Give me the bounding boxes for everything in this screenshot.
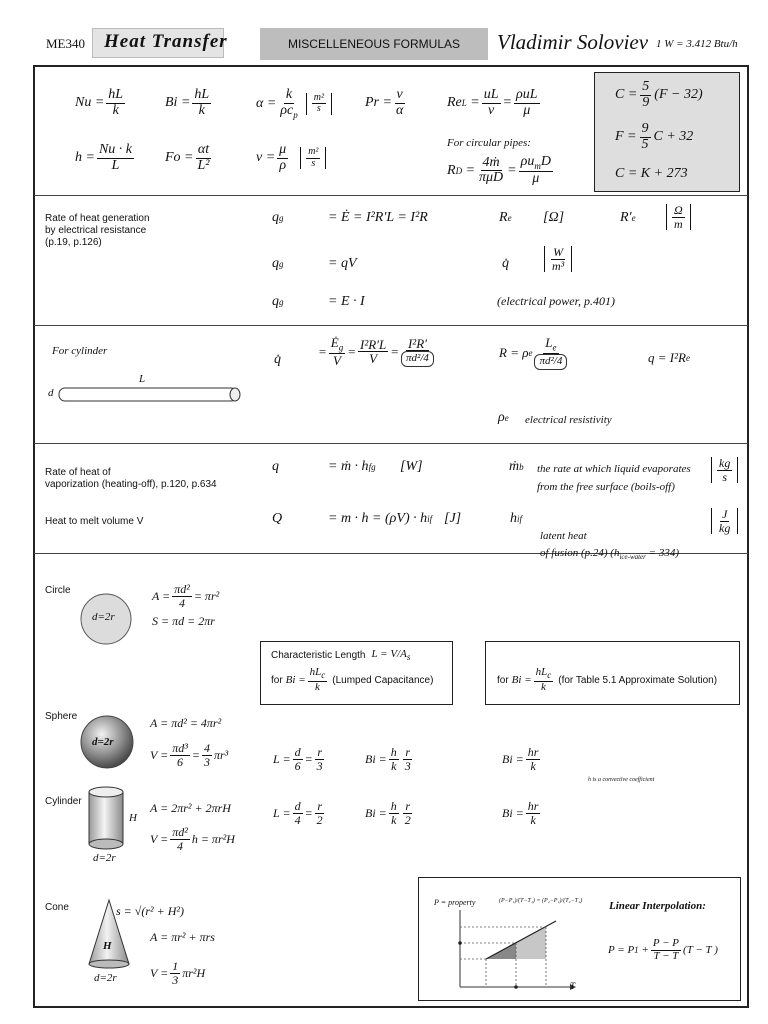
cylinder-bi-approx-formula: Bi = $\frac{hr}{k}$: [502, 799, 539, 827]
cylinder-label: Cylinder: [45, 796, 82, 807]
cylinder-height-label: H: [129, 812, 137, 824]
melt-label: Heat to melt volume V: [45, 516, 144, 527]
diffusivity-formula: α = $\frac{k}{\rho c_p}$ $\frac{\text{m²}}{s}$: [256, 88, 332, 120]
biot-formula: Bi = $\frac{hL}{k}$: [165, 87, 210, 118]
unit-conversion: 1 W = 3.412 Btu/h: [656, 38, 738, 50]
interpolation-title: Linear Interpolation:: [609, 900, 706, 912]
resistance-per-length-unit: $\frac{\Omega}{m}$: [662, 204, 691, 230]
author-name: Vladimir Soloviev: [497, 30, 649, 54]
reynolds-formula: Re L = $\frac{uL}{\nu}$ = $\frac{\text{ρuL}}{\mu}$: [447, 87, 538, 118]
header: [0, 0, 768, 64]
re-cylinder-eq: R = ρ e $\frac{L_e}{\text{πd²/4}}$: [499, 336, 569, 370]
resistivity-desc: electrical resistivity: [525, 414, 612, 426]
melt-unit: [J]: [444, 511, 462, 526]
section-title: MISCELLENEOUS FORMULAS: [287, 37, 461, 51]
mdot-desc: the rate at which liquid evaporates from the free surface (boils-off): [537, 463, 691, 493]
circular-pipes-note: For circular pipes:: [447, 137, 531, 149]
hif-symbol: h if: [510, 511, 523, 526]
sphere-diameter-label: d=2r: [92, 736, 114, 748]
cylinder-drawing: [86, 786, 126, 852]
qg-eq-1: = Ė = I²R′L = I²R: [328, 210, 428, 225]
hif-unit: $\frac{J}{kg}$: [707, 508, 738, 534]
interpolation-graph: [440, 905, 580, 995]
cylinder-lc-formula: L = $\frac{d}{4}$ = $\frac{r}{2}$: [273, 799, 323, 827]
qdot-cylinder-eq: = $\frac{Ė_g}{V}$ = $\frac{\text{I²R′L}}{V}$ = $\frac{\text{I²R′}}{\text{πd²/4}}$: [318, 336, 436, 368]
prandtl-formula: Pr = $\frac{\nu}{\alpha}$: [365, 87, 404, 118]
cylinder-label: For cylinder: [52, 345, 108, 357]
cone-area-formula: A = πr² + πrs: [150, 930, 215, 944]
resistance-per-length-symbol: R′ e: [620, 210, 636, 225]
qdot-unit: $\frac{W}{\text{m³}}$: [540, 246, 572, 272]
celsius-from-kelvin: C = K + 273: [615, 166, 688, 181]
cylinder-bi-formula: Bi = $\frac{h}{k}$ $\frac{r}{2}$: [365, 799, 411, 827]
hif-desc: latent heat of fusion (p.24) $(h_{ice-water} = 334)$: [540, 529, 679, 562]
fahrenheit-from-celsius: F = $\frac{9}{5}$ C + 32: [615, 121, 694, 152]
characteristic-length-title: Characteristic Length $L = V/A_s$: [271, 648, 411, 663]
sphere-bi-approx-formula: Bi = $\frac{hr}{k}$: [502, 745, 539, 773]
cone-slant-formula: s = √(r² + H²): [116, 904, 184, 918]
h-formula: h = $\frac{Nu \cdot k}{L}$: [75, 142, 133, 173]
course-title: Heat Transfer: [104, 31, 228, 52]
rod-length-label: L: [139, 373, 146, 385]
vap-eq: = ṁ · h fg: [328, 459, 376, 474]
melt-Q-symbol: Q: [272, 511, 283, 526]
kinematic-viscosity-formula: ν = $\frac{\mu}{\rho}$ $\frac{\text{m²}}{s}$: [256, 143, 326, 173]
cylinder-diameter-label: d=2r: [93, 852, 116, 864]
cylinder-area-formula: A = 2πr² + 2πrH: [150, 801, 231, 815]
celsius-from-fahrenheit: C = $\frac{5}{9}$ (F − 32): [615, 79, 703, 110]
q-cylinder-eq: q = I²R e: [648, 350, 690, 365]
property-label: P = property: [434, 898, 476, 907]
cone-label: Cone: [45, 902, 69, 913]
qg-symbol-2: q g: [272, 256, 284, 271]
resistivity-symbol: ρ e: [498, 410, 509, 425]
convective-coefficient-note: h is a convective coefficient: [588, 777, 655, 783]
circle-area-formula: A = $\frac{\text{πd²}}{4}$ = πr²: [152, 582, 220, 610]
electrical-label: Rate of heat generation by electrical resistance (p.19, p.126): [45, 213, 150, 248]
cone-volume-formula: V = $\frac{1}{3}$ πr²H: [150, 959, 206, 987]
qg-eq-3: = E · I: [328, 294, 365, 309]
sphere-bi-formula: Bi = $\frac{h}{k}$ $\frac{r}{3}$: [365, 745, 411, 773]
mdot-symbol: ṁ b: [509, 459, 524, 474]
cylinder-volume-formula: V = $\frac{\text{πd²}}{4}$ h = πr²H: [150, 825, 235, 853]
circle-label: Circle: [45, 585, 71, 596]
interp-axis-T: T: [570, 981, 576, 991]
sphere-volume-formula: V = $\frac{\text{πd³}}{6}$ = $\frac{4}{3}$ πr³: [150, 741, 229, 769]
lumped-capacitance-note: for Bi = $\frac{hL_c}{k}$ (Lumped Capacitance): [271, 666, 434, 693]
circle-perimeter-formula: S = πd = 2πr: [152, 614, 215, 628]
cone-height-label: H: [103, 940, 112, 952]
nusselt-formula: Nu = $\frac{hL}{k}$: [75, 87, 124, 118]
rod-drawing: [58, 386, 244, 404]
sphere-label: Sphere: [45, 711, 78, 722]
interp-small-eq: (P−P₁)/(T−T₁) = (P₂−P₁)/(T₂−T₁): [499, 898, 583, 904]
sphere-area-formula: A = πd² = 4πr²: [150, 716, 222, 730]
circle-diameter-label: d=2r: [92, 611, 115, 623]
vap-unit: [W]: [400, 459, 423, 474]
melt-eq: = m · h = (ρV) · h if: [328, 511, 433, 526]
interpolation-formula: P = P 1 + $\frac{P - P}{T - T}$ (T − T ): [608, 937, 718, 962]
course-code: ME340: [46, 36, 85, 51]
vap-q-symbol: q: [272, 459, 279, 474]
vaporization-label: Rate of heat of vaporization (heating-off), p.120, p.634: [45, 467, 217, 490]
fourier-formula: Fo = $\frac{\alpha t}{\text{L²}}$: [165, 142, 210, 173]
electrical-power-note: (electrical power, p.401): [497, 294, 615, 308]
reynolds-diameter-formula: R D = $\frac{\text{4ṁ}}{\text{πμD}}$ = $\frac{\rho u_mD}{\mu}$: [447, 154, 551, 187]
sphere-lc-formula: L = $\frac{d}{6}$ = $\frac{r}{3}$: [273, 745, 323, 773]
qg-symbol-1: q g: [272, 210, 284, 225]
qg-symbol-3: q g: [272, 294, 284, 309]
resistance-unit: [Ω]: [543, 210, 565, 225]
qg-eq-2: = qV: [328, 256, 357, 271]
qdot-cylinder-symbol: q̇: [274, 352, 281, 367]
qdot-symbol: q̇: [502, 256, 509, 271]
cone-diameter-label: d=2r: [94, 972, 117, 984]
mdot-unit: $\frac{kg}{s}$: [707, 457, 738, 483]
approx-solution-note: for Bi = $\frac{hL_c}{k}$ (for Table 5.1 Approximate Solution): [497, 666, 718, 693]
rod-diameter-label: d: [48, 387, 54, 399]
resistance-symbol: R e: [499, 210, 512, 225]
